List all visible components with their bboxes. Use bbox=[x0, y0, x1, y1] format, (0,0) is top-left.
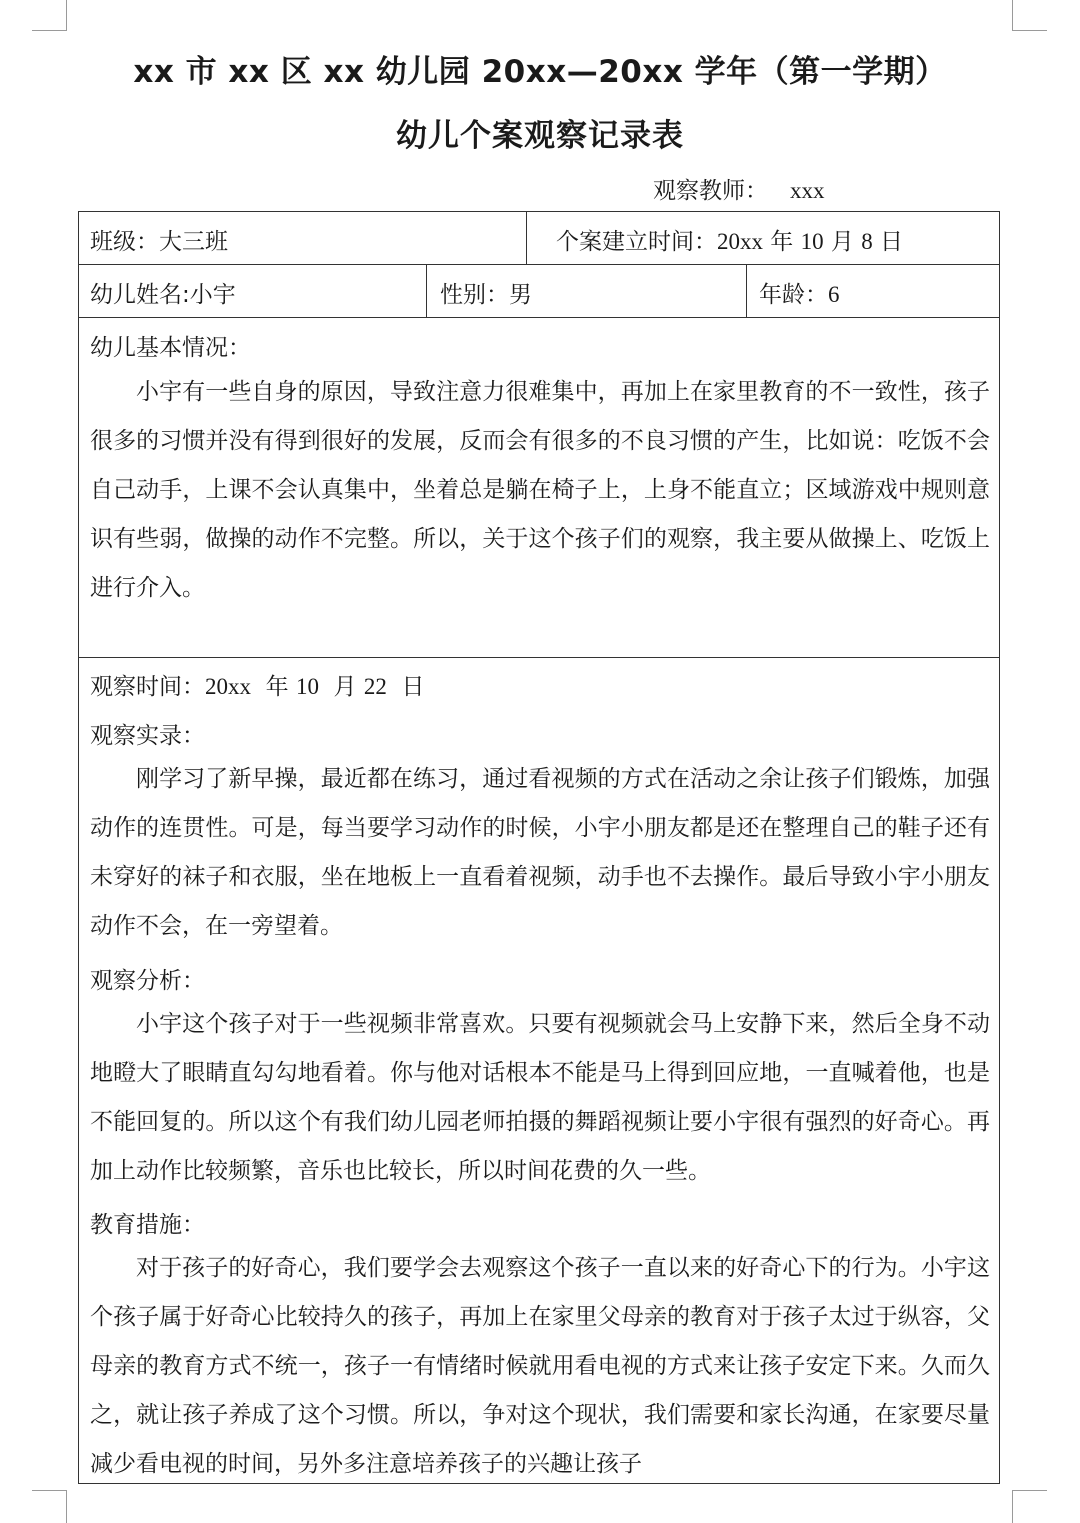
basic-situation-label: 幼儿基本情况： bbox=[90, 335, 251, 361]
crop-mark-bottom-right bbox=[1012, 1490, 1047, 1523]
observation-form-table bbox=[78, 211, 1000, 1484]
observation-time bbox=[90, 668, 425, 701]
child-name-label: 幼儿姓名: bbox=[90, 282, 190, 308]
observation-analysis-text: 小宇这个孩子对于一些视频非常喜欢。只要有视频就会马上安静下来，然后全身不动地瞪大了眼睛直勾勾地看着。你与他对话根本不能是马上得到回应地，一直喊着他，也是不能回复的。所以这个有我们幼儿园老师拍摄的舞蹈视频让要小宇很有强烈的好奇心。再加上动作比较频繁，音乐也比较长，所以时间花费的久一些。 bbox=[90, 1011, 990, 1184]
document-title-line2: 幼儿个案观察记录表 bbox=[396, 118, 684, 154]
crop-mark-bottom-left bbox=[32, 1490, 67, 1523]
education-measures-text: 对于孩子的好奇心，我们要学会去观察这个孩子一直以来的好奇心下的行为。小宇这个孩子属于好奇心比较持久的孩子，再加上在家里父母亲的教育对于孩子太过于纵容，父母亲的教育方式不统一，孩子一有情绪时候就用看电视的方式来让孩子安定下来。久而久之，就让孩子养成了这个习惯。所以，争对这个现状，我们需要和家长沟通，在家要尽量减少看电视的时间，另外多注意培养孩子的兴趣让孩子 bbox=[90, 1255, 990, 1477]
crop-mark-top-right bbox=[1012, 0, 1047, 31]
created-month-suffix: 月 bbox=[823, 229, 862, 255]
child-name-cell bbox=[90, 276, 236, 309]
column-divider bbox=[746, 265, 747, 317]
observation-month: 10 bbox=[295, 674, 319, 699]
teacher-label: 观察教师： bbox=[653, 178, 768, 204]
age-cell bbox=[759, 276, 840, 309]
gender-cell bbox=[440, 276, 532, 309]
created-label: 个案建立时间： bbox=[556, 229, 717, 255]
observation-day: 22 bbox=[363, 674, 387, 699]
form-row-child-info bbox=[79, 265, 999, 318]
class-value: 大三班 bbox=[159, 229, 228, 255]
created-year: 20xx bbox=[717, 229, 763, 254]
gender-value: 男 bbox=[509, 282, 532, 308]
observation-analysis-label: 观察分析： bbox=[90, 968, 205, 994]
form-row-class bbox=[79, 212, 999, 265]
gender-label: 性别： bbox=[440, 282, 509, 308]
observation-year: 20xx bbox=[205, 674, 251, 699]
created-month: 10 bbox=[800, 229, 824, 254]
crop-mark-top-left bbox=[32, 0, 67, 31]
age-value: 6 bbox=[828, 282, 840, 307]
child-name-value: 小宇 bbox=[189, 282, 236, 308]
basic-situation-text: 小宇有一些自身的原因，导致注意力很难集中，再加上在家里教育的不一致性，孩子很多的习惯并没有得到很好的发展，反而会有很多的不良习惯的产生，比如说：吃饭不会自己动手，上课不会认真集中，坐着总是躺在椅子上，上身不能直立；区域游戏中规则意识有些弱，做操的动作不完整。所以，关于这个孩子们的观察，我主要从做操上、吃饭上进行介入。 bbox=[90, 379, 990, 601]
observation-month-suffix: 月 bbox=[318, 674, 364, 700]
observer-teacher bbox=[653, 172, 825, 205]
observation-record-text: 刚学习了新早操，最近都在练习，通过看视频的方式在活动之余让孩子们锻炼，加强动作的连贯性。可是，每当要学习动作的时候，小宇小朋友都是还在整理自己的鞋子还有未穿好的袜子和衣服，坐在地板上一直看着视频，动手也不去操作。最后导致小宇小朋友动作不会，在一旁望着。 bbox=[90, 766, 990, 939]
class-cell bbox=[90, 223, 228, 256]
created-time-cell bbox=[556, 223, 903, 256]
column-divider bbox=[426, 265, 427, 317]
form-row-basic-situation bbox=[79, 318, 999, 658]
class-label: 班级： bbox=[90, 229, 159, 255]
created-day-suffix: 日 bbox=[872, 229, 904, 255]
observation-year-suffix: 年 bbox=[251, 674, 296, 700]
created-day: 8 bbox=[861, 229, 873, 254]
education-measures-label: 教育措施： bbox=[90, 1212, 205, 1238]
column-divider bbox=[526, 212, 527, 264]
observation-time-label: 观察时间： bbox=[90, 674, 205, 700]
teacher-value: xxx bbox=[790, 178, 825, 203]
age-label: 年龄： bbox=[759, 282, 828, 308]
observation-day-suffix: 日 bbox=[386, 674, 425, 700]
document-title-line1: xx 市 xx 区 xx 幼儿园 20xx—20xx 学年（第一学期） bbox=[133, 54, 947, 90]
observation-record-label: 观察实录： bbox=[90, 723, 205, 749]
created-year-suffix: 年 bbox=[763, 229, 801, 255]
